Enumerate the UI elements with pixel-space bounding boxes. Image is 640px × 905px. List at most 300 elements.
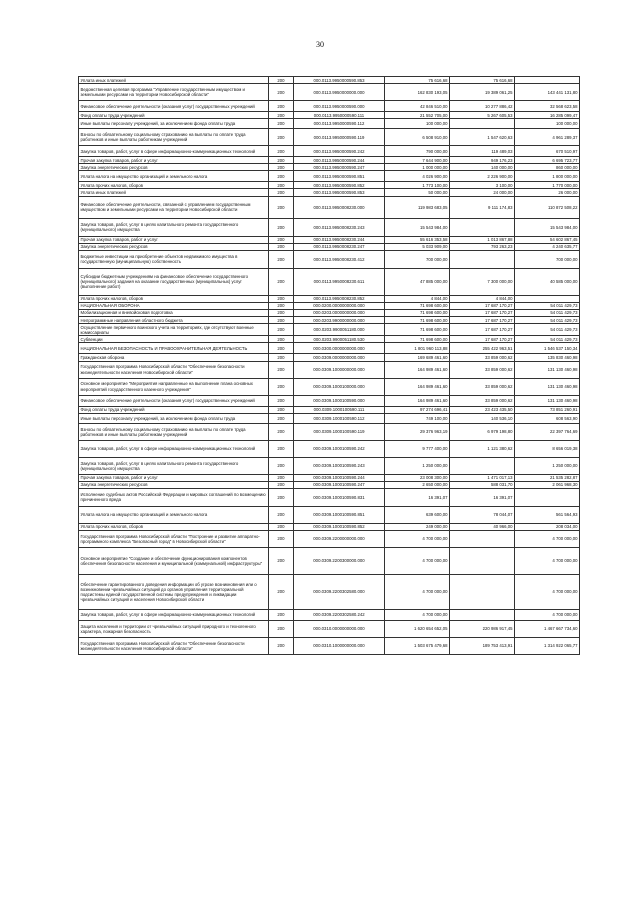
admin-code-cell: 200 [269,523,294,530]
executed-amount-cell: 1 121 380,62 [450,440,515,457]
admin-code-cell: 200 [269,302,294,309]
admin-code-cell: 200 [269,547,294,574]
classification-code-cell: 000.0113.9950000590.111 [294,112,385,119]
classification-code-cell: 000.0203.9900000000.000 [294,317,385,324]
table-row [79,609,580,620]
classification-code-cell: 000.0309.0000000000.000 [294,354,385,361]
classification-code-cell: 000.0113.9950000590.853 [294,189,385,196]
remaining-amount-cell: 608 563,90 [515,413,580,423]
approved-amount-cell: 71 698 600,00 [385,336,450,343]
table-row [79,324,580,336]
admin-code-cell: 200 [269,77,294,84]
row-name-cell: Субсидии бюджетным учреждениям на финансовое обеспечение государственного (муниципального) задания на оказание государственных (муниципальных) услуг (выполнение работ) [79,268,269,295]
table-row [79,218,580,236]
classification-code-cell: 000.0309.1000100590.831 [294,488,385,506]
executed-amount-cell [450,547,515,574]
admin-code-cell: 200 [269,336,294,343]
executed-amount-cell: 793 263,23 [450,243,515,250]
table-row [79,637,580,654]
admin-code-cell: 200 [269,119,294,129]
executed-amount-cell: 189 753 413,91 [450,637,515,654]
admin-code-cell: 200 [269,295,294,302]
approved-amount-cell: 1 773 100,00 [385,182,450,189]
row-name-cell: Закупка товаров, работ, услуг в целях капитального ремонта государственного (муниципального) имущества [79,218,269,236]
row-name-cell: Государственная программа Новосибирской области "Обеспечение безопасности жизнедеятельности населения Новосибирской области" [79,637,269,654]
approved-amount-cell: 1 801 960 113,88 [385,343,450,354]
remaining-amount-cell: 1 314 922 065,77 [515,637,580,654]
row-name-cell: Прочая закупка товаров, работ и услуг [79,236,269,243]
classification-code-cell: 000.0113.9950000590.244 [294,157,385,164]
classification-code-cell: 000.0310.1000000000.000 [294,637,385,654]
classification-code-cell: 000.0309.1000100590.000 [294,395,385,406]
executed-amount-cell: 17 687 170,27 [450,309,515,316]
classification-code-cell: 000.0309.2200302580.242 [294,609,385,620]
classification-code-cell: 000.0309.1000100590.851 [294,506,385,523]
row-name-cell: Исполнение судебных актов Российской Федерации и мировых соглашений по возмещению причиненного вреда [79,488,269,506]
approved-amount-cell: 97 274 696,41 [385,406,450,413]
executed-amount-cell: 16 391,07 [450,488,515,506]
approved-amount-cell: 23 008 300,00 [385,474,450,481]
classification-code-cell: 000.0309.1000100590.243 [294,457,385,474]
approved-amount-cell: 55 616 353,58 [385,236,450,243]
admin-code-cell: 200 [269,250,294,268]
row-name-cell: Уплата прочих налогов, сборов [79,523,269,530]
remaining-amount-cell: 110 872 508,22 [515,196,580,218]
classification-code-cell: 000.0113.9950000000.000 [294,84,385,101]
row-name-cell: Государственная программа Новосибирской области "Построение и развитие аппаратно-программного комплекса "Безопасный город" в Новосибирской области" [79,530,269,547]
approved-amount-cell: 4 700 000,00 [385,574,450,609]
row-name-cell: Финансовое обеспечение деятельности, связанной с управлением государственным имуществом и земельными ресурсами на территории Новосибирской области [79,196,269,218]
table-row [79,523,580,530]
approved-amount-cell: 1 000 000,00 [385,164,450,171]
remaining-amount-cell [515,295,580,302]
table-row [79,343,580,354]
row-name-cell: Иные выплаты персоналу учреждений, за исключением фонда оплаты труда [79,119,269,129]
executed-amount-cell: 17 687 170,27 [450,302,515,309]
classification-code-cell: 000.0309.1000100000.000 [294,378,385,395]
approved-amount-cell: 7 644 900,00 [385,157,450,164]
classification-code-cell: 000.0113.9950000590.119 [294,129,385,146]
table-row [79,440,580,457]
remaining-amount-cell [515,77,580,84]
admin-code-cell: 200 [269,182,294,189]
remaining-amount-cell: 1 800 000,00 [515,171,580,182]
classification-code-cell: 000.0113.9950000590.000 [294,101,385,112]
executed-amount-cell: 7 300 000,00 [450,268,515,295]
remaining-amount-cell: 4 700 000,00 [515,530,580,547]
admin-code-cell: 200 [269,309,294,316]
table-row [79,378,580,395]
admin-code-cell: 200 [269,620,294,637]
table-row [79,574,580,609]
classification-code-cell: 000.0113.9950008230.000 [294,196,385,218]
executed-amount-cell: 78 044,07 [450,506,515,523]
admin-code-cell: 200 [269,413,294,423]
admin-code-cell: 200 [269,171,294,182]
executed-amount-cell [450,609,515,620]
admin-code-cell: 200 [269,101,294,112]
table-row [79,84,580,101]
admin-code-cell: 200 [269,354,294,361]
table-row [79,129,580,146]
admin-code-cell: 200 [269,440,294,457]
executed-amount-cell: 33 859 000,62 [450,361,515,378]
table-row [79,354,580,361]
executed-amount-cell: 33 859 000,62 [450,354,515,361]
table-row [79,395,580,406]
remaining-amount-cell: 1 250 000,00 [515,457,580,474]
approved-amount-cell: 21 552 705,00 [385,112,450,119]
row-name-cell: Иные выплаты персоналу учреждений, за исключением фонда оплаты труда [79,413,269,423]
row-name-cell: Ведомственная целевая программа "Управление государственным имуществом и земельными ресурсами на территории Новосибирской области" [79,84,269,101]
remaining-amount-cell: 670 510,97 [515,146,580,157]
remaining-amount-cell: 100 000,00 [515,119,580,129]
remaining-amount-cell: 32 568 623,58 [515,101,580,112]
approved-amount-cell: 71 698 600,00 [385,309,450,316]
classification-code-cell: 000.0309.1000100590.111 [294,406,385,413]
remaining-amount-cell: 16 285 099,47 [515,112,580,119]
admin-code-cell: 200 [269,157,294,164]
admin-code-cell: 200 [269,164,294,171]
table-row [79,189,580,196]
remaining-amount-cell: 54 011 429,73 [515,336,580,343]
classification-code-cell: 000.0309.2200300000.000 [294,547,385,574]
table-row [79,119,580,129]
classification-code-cell: 000.0309.1000100590.852 [294,523,385,530]
row-name-cell: Основное мероприятие "Создание и обеспечение функционирования компонентов обеспечения безопасности населения и муниципальной (коммунальной) инфраструктуры" [79,547,269,574]
row-name-cell: Фонд оплаты труда учреждений [79,112,269,119]
admin-code-cell: 200 [269,361,294,378]
table-row [79,481,580,488]
admin-code-cell: 200 [269,196,294,218]
admin-code-cell: 200 [269,84,294,101]
admin-code-cell: 200 [269,506,294,523]
admin-code-cell: 200 [269,243,294,250]
remaining-amount-cell: 22 397 764,69 [515,423,580,440]
remaining-amount-cell: 4 700 000,00 [515,574,580,609]
classification-code-cell: 000.0113.9950000590.247 [294,164,385,171]
executed-amount-cell: 17 687 170,27 [450,317,515,324]
row-name-cell: Уплата налога на имущество организаций и земельного налога [79,171,269,182]
admin-code-cell: 200 [269,395,294,406]
approved-amount-cell: 639 600,00 [385,506,450,523]
approved-amount-cell: 169 689 461,60 [385,354,450,361]
classification-code-cell: 000.0309.2200302580.000 [294,574,385,609]
row-name-cell: Закупка товаров, работ, услуг в целях капитального ремонта государственного (муниципального) имущества [79,457,269,474]
remaining-amount-cell: 561 564,93 [515,506,580,523]
remaining-amount-cell [515,488,580,506]
approved-amount-cell: 75 616,68 [385,77,450,84]
remaining-amount-cell: 21 535 282,87 [515,474,580,481]
classification-code-cell: 000.0203.9900051180.530 [294,336,385,343]
approved-amount-cell: 2 650 000,00 [385,481,450,488]
table-row [79,236,580,243]
table-row [79,457,580,474]
table-row [79,295,580,302]
row-name-cell: Мобилизационная и вневойсковая подготовка [79,309,269,316]
classification-code-cell: 000.0300.0000000000.000 [294,343,385,354]
admin-code-cell: 200 [269,481,294,488]
remaining-amount-cell: 6 695 723,77 [515,157,580,164]
classification-code-cell: 000.0113.9950008230.611 [294,268,385,295]
executed-amount-cell: 220 986 917,45 [450,620,515,637]
admin-code-cell: 200 [269,474,294,481]
remaining-amount-cell: 2 061 968,30 [515,481,580,488]
remaining-amount-cell: 135 830 460,98 [515,354,580,361]
remaining-amount-cell: 4 700 000,00 [515,547,580,574]
row-name-cell: Закупка товаров, работ, услуг в сфере информационно-коммуникационных технологий [79,440,269,457]
classification-code-cell: 000.0203.0000000000.000 [294,309,385,316]
executed-amount-cell: 140 536,10 [450,413,515,423]
table-row [79,474,580,481]
table-row [79,101,580,112]
approved-amount-cell: 790 000,00 [385,146,450,157]
table-row [79,302,580,309]
table-row [79,547,580,574]
row-name-cell: Государственная программа Новосибирской области "Обеспечение безопасности жизнедеятельности населения Новосибирской области" [79,361,269,378]
admin-code-cell: 200 [269,268,294,295]
approved-amount-cell: 5 033 909,00 [385,243,450,250]
approved-amount-cell: 71 698 600,00 [385,317,450,324]
admin-code-cell: 200 [269,112,294,119]
table-row [79,164,580,171]
admin-code-cell: 200 [269,457,294,474]
executed-amount-cell: 119 489,03 [450,146,515,157]
row-name-cell: Уплата налога на имущество организаций и земельного налога [79,506,269,523]
budget-table-body [79,77,580,655]
executed-amount-cell: 140 000,00 [450,164,515,171]
approved-amount-cell: 1 503 675 479,68 [385,637,450,654]
executed-amount-cell: 24 000,00 [450,189,515,196]
executed-amount-cell: 255 422 963,51 [450,343,515,354]
remaining-amount-cell: 73 851 260,91 [515,406,580,413]
executed-amount-cell: 10 277 886,42 [450,101,515,112]
classification-code-cell: 000.0309.1000100590.247 [294,481,385,488]
remaining-amount-cell: 143 441 131,80 [515,84,580,101]
row-name-cell: Закупка товаров, работ, услуг в сфере информационно-коммуникационных технологий [79,609,269,620]
executed-amount-cell: 19 389 061,25 [450,84,515,101]
admin-code-cell: 200 [269,406,294,413]
table-row [79,336,580,343]
approved-amount-cell: 1 250 000,00 [385,457,450,474]
admin-code-cell: 200 [269,488,294,506]
admin-code-cell: 200 [269,146,294,157]
approved-amount-cell: 749 100,00 [385,413,450,423]
executed-amount-cell [450,119,515,129]
row-name-cell: Уплата прочих налогов, сборов [79,182,269,189]
approved-amount-cell: 700 000,00 [385,250,450,268]
approved-amount-cell: 9 777 400,00 [385,440,450,457]
executed-amount-cell: 23 423 435,50 [450,406,515,413]
table-row [79,171,580,182]
executed-amount-cell: 1 471 017,13 [450,474,515,481]
approved-amount-cell: 42 846 510,00 [385,101,450,112]
admin-code-cell: 200 [269,317,294,324]
executed-amount-cell [450,457,515,474]
row-name-cell: Гражданская оборона [79,354,269,361]
approved-amount-cell: 249 000,00 [385,523,450,530]
approved-amount-cell: 4 700 000,00 [385,530,450,547]
executed-amount-cell: 4 844,00 [450,295,515,302]
page-number: 30 [316,40,324,49]
remaining-amount-cell: 1 770 000,00 [515,182,580,189]
executed-amount-cell: 1 547 620,63 [450,129,515,146]
table-row [79,317,580,324]
table-row [79,361,580,378]
remaining-amount-cell: 54 011 429,73 [515,317,580,324]
remaining-amount-cell: 860 000,00 [515,164,580,171]
table-row [79,146,580,157]
remaining-amount-cell: 4 961 289,37 [515,129,580,146]
row-name-cell: Прочая закупка товаров, работ и услуг [79,474,269,481]
row-name-cell: Фонд оплаты труда учреждений [79,406,269,413]
table-row [79,423,580,440]
approved-amount-cell: 100 000,00 [385,119,450,129]
classification-code-cell: 000.0113.9950000590.851 [294,171,385,182]
remaining-amount-cell: 131 130 460,98 [515,395,580,406]
executed-amount-cell: 588 031,70 [450,481,515,488]
classification-code-cell: 000.0113.9950008230.412 [294,250,385,268]
approved-amount-cell: 164 989 461,60 [385,361,450,378]
row-name-cell: Обеспечение гарантированного доведения информации об угрозе возникновения или о возникновении чрезвычайных ситуаций до органов управления территориальной подсистемы единой государственной системы предупреждения и ликвидации чрезвычайных ситуаций и населения Новосибирской области [79,574,269,609]
remaining-amount-cell: 54 011 429,73 [515,302,580,309]
executed-amount-cell: 17 687 170,27 [450,324,515,336]
classification-code-cell: 000.0310.0000000000.000 [294,620,385,637]
row-name-cell: Закупка товаров, работ, услуг в сфере информационно-коммуникационных технологий [79,146,269,157]
remaining-amount-cell: 1 467 667 734,60 [515,620,580,637]
remaining-amount-cell: 54 602 867,45 [515,236,580,243]
row-name-cell: Взносы по обязательному социальному страхованию на выплаты по оплате труда работников и иные выплаты работникам учреждений [79,129,269,146]
admin-code-cell: 200 [269,637,294,654]
approved-amount-cell: 164 989 461,60 [385,395,450,406]
table-row [79,530,580,547]
approved-amount-cell: 6 508 910,00 [385,129,450,146]
table-row [79,413,580,423]
classification-code-cell: 000.0113.9950008230.243 [294,218,385,236]
remaining-amount-cell: 131 130 460,98 [515,378,580,395]
table-row [79,309,580,316]
row-name-cell: Закупка энергетических ресурсов [79,243,269,250]
table-row [79,268,580,295]
approved-amount-cell: 16 391,07 [385,488,450,506]
table-row [79,112,580,119]
executed-amount-cell: 9 111 174,83 [450,196,515,218]
classification-code-cell: 000.0203.9900051180.000 [294,324,385,336]
classification-code-cell: 000.0113.9950000590.853 [294,77,385,84]
approved-amount-cell: 164 989 461,60 [385,378,450,395]
executed-amount-cell [450,574,515,609]
admin-code-cell: 200 [269,423,294,440]
admin-code-cell: 200 [269,609,294,620]
approved-amount-cell: 50 000,00 [385,189,450,196]
table-row [79,196,580,218]
approved-amount-cell: 15 543 984,00 [385,218,450,236]
remaining-amount-cell: 54 011 429,73 [515,309,580,316]
row-name-cell: Уплата иных платежей [79,189,269,196]
row-name-cell: Финансовое обеспечение деятельности (оказания услуг) государственных учреждений [79,101,269,112]
table-row [79,243,580,250]
classification-code-cell: 000.0309.2200000000.000 [294,530,385,547]
executed-amount-cell [450,218,515,236]
approved-amount-cell: 4 700 000,00 [385,609,450,620]
row-name-cell: Закупка энергетических ресурсов [79,481,269,488]
admin-code-cell: 200 [269,189,294,196]
remaining-amount-cell: 15 543 984,00 [515,218,580,236]
row-name-cell: Основное мероприятие "Мероприятия направленные на выполнение плана основных мероприятий государственного казенного учреждения" [79,378,269,395]
classification-code-cell: 000.0309.1000100590.119 [294,423,385,440]
classification-code-cell: 000.0113.9950000590.242 [294,146,385,157]
remaining-amount-cell: 700 000,00 [515,250,580,268]
approved-amount-cell: 1 620 654 652,05 [385,620,450,637]
executed-amount-cell: 6 979 198,80 [450,423,515,440]
row-name-cell: Закупка энергетических ресурсов [79,164,269,171]
table-row [79,182,580,189]
row-name-cell: Прочая закупка товаров, работ и услуг [79,157,269,164]
approved-amount-cell: 4 700 000,00 [385,547,450,574]
classification-code-cell: 000.0113.9950008230.244 [294,236,385,243]
classification-code-cell: 000.0309.1000100590.244 [294,474,385,481]
table-row [79,406,580,413]
admin-code-cell: 200 [269,129,294,146]
row-name-cell: Осуществление первичного воинского учета на территориях, где отсутствуют военные комиссариаты [79,324,269,336]
approved-amount-cell: 119 983 683,05 [385,196,450,218]
remaining-amount-cell: 40 585 000,00 [515,268,580,295]
executed-amount-cell: 1 013 867,88 [450,236,515,243]
executed-amount-cell: 75 616,68 [450,77,515,84]
executed-amount-cell: 17 687 170,27 [450,336,515,343]
executed-amount-cell: 949 176,23 [450,157,515,164]
admin-code-cell: 200 [269,343,294,354]
remaining-amount-cell: 4 700 000,00 [515,609,580,620]
classification-code-cell: 000.0309.1000100590.242 [294,440,385,457]
remaining-amount-cell: 1 546 537 150,34 [515,343,580,354]
admin-code-cell: 200 [269,324,294,336]
approved-amount-cell: 29 376 963,19 [385,423,450,440]
row-name-cell: Уплата иных платежей [79,77,269,84]
approved-amount-cell: 71 698 600,00 [385,302,450,309]
table-row [79,77,580,84]
executed-amount-cell: 5 267 605,53 [450,112,515,119]
admin-code-cell: 200 [269,378,294,395]
approved-amount-cell: 4 026 900,00 [385,171,450,182]
approved-amount-cell: 71 698 600,00 [385,324,450,336]
classification-code-cell: 000.0309.1000000000.000 [294,361,385,378]
row-name-cell: Непрограммные направления областного бюджета [79,317,269,324]
row-name-cell: Взносы по обязательному социальному страхованию на выплаты по оплате труда работников и иные выплаты работникам учреждений [79,423,269,440]
approved-amount-cell: 162 830 193,05 [385,84,450,101]
row-name-cell: НАЦИОНАЛЬНАЯ ОБОРОНА [79,302,269,309]
classification-code-cell: 000.0200.0000000000.000 [294,302,385,309]
executed-amount-cell: 40 966,00 [450,523,515,530]
table-row [79,620,580,637]
remaining-amount-cell: 208 034,00 [515,523,580,530]
classification-code-cell: 000.0113.9950008230.852 [294,295,385,302]
row-name-cell: НАЦИОНАЛЬНАЯ БЕЗОПАСНОСТЬ И ПРАВООХРАНИТЕЛЬНАЯ ДЕЯТЕЛЬНОСТЬ [79,343,269,354]
table-row [79,506,580,523]
executed-amount-cell: 3 100,00 [450,182,515,189]
executed-amount-cell [450,530,515,547]
remaining-amount-cell: 8 656 019,38 [515,440,580,457]
remaining-amount-cell: 131 130 460,98 [515,361,580,378]
classification-code-cell: 000.0309.1000100590.112 [294,413,385,423]
admin-code-cell: 200 [269,530,294,547]
row-name-cell: Уплата прочих налогов, сборов [79,295,269,302]
executed-amount-cell: 33 859 000,62 [450,395,515,406]
executed-amount-cell: 2 226 900,00 [450,171,515,182]
row-name-cell: Субвенции [79,336,269,343]
table-row [79,488,580,506]
admin-code-cell: 200 [269,574,294,609]
